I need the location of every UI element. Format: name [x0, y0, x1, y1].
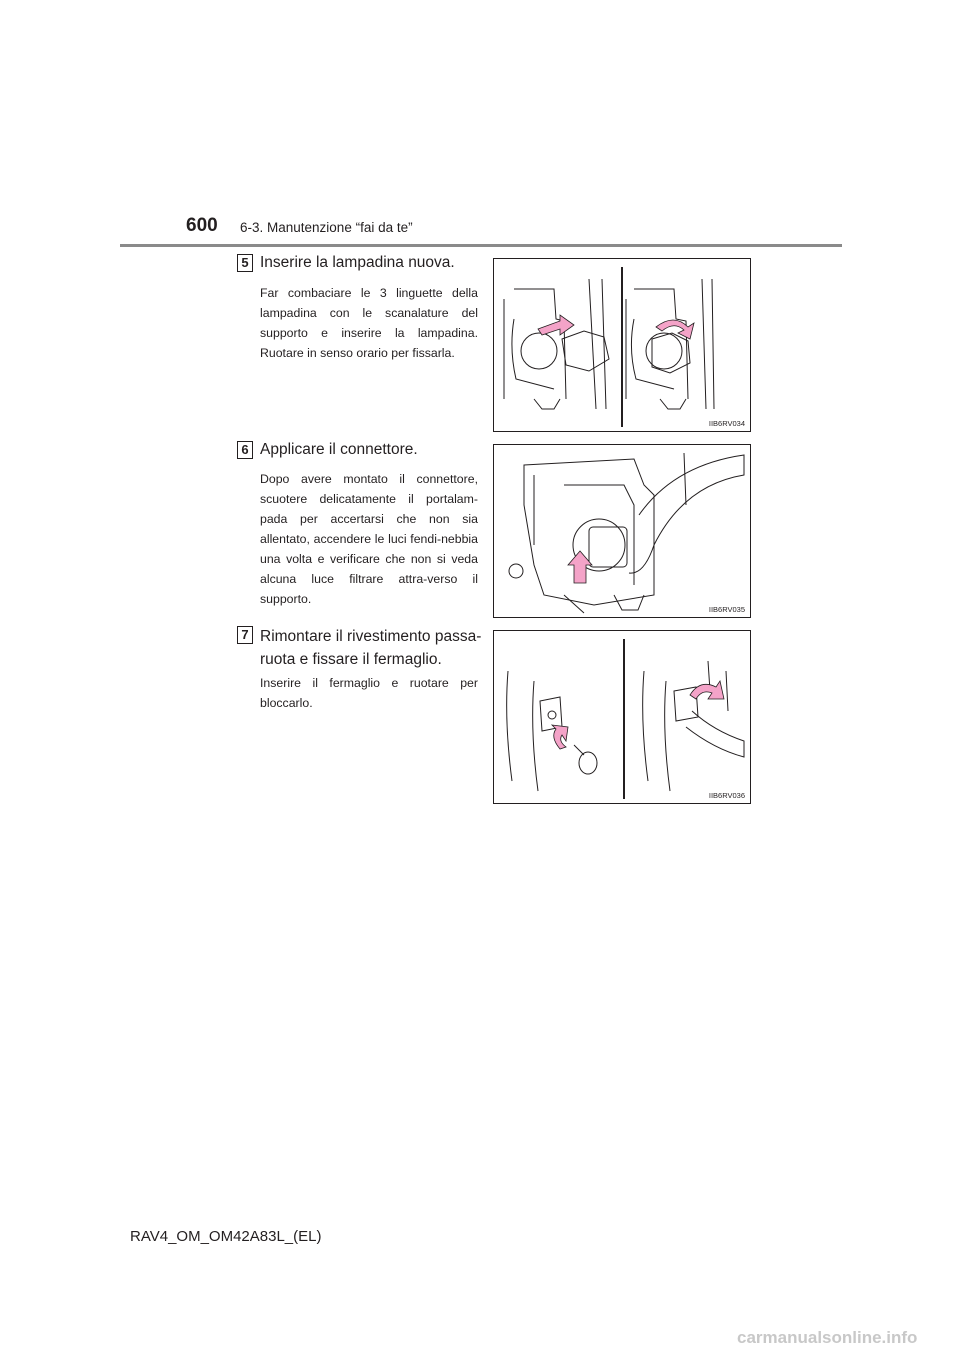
- figure-code: IIB6RV036: [708, 791, 745, 800]
- rotate-arrow-icon: [690, 681, 724, 699]
- step-number-6: 6: [237, 441, 253, 459]
- step-number-7: 7: [237, 626, 253, 644]
- figure-code: IIB6RV034: [708, 419, 745, 428]
- step-5-body: Far combaciare le 3 linguette della lampadina con le scanalature del supporto e inserire la lampadina. Ruotare in senso orario per fissarla.: [260, 286, 478, 360]
- clip-illustration: [494, 631, 750, 803]
- section-title: 6-3. Manutenzione “fai da te”: [240, 220, 413, 235]
- step-6-title: Applicare il connettore.: [260, 441, 418, 458]
- figure-clip: [493, 630, 751, 804]
- header-rule: [120, 244, 842, 247]
- push-up-arrow-icon: [568, 551, 592, 583]
- step-5-title: Inserire la lampadina nuova.: [260, 254, 455, 271]
- watermark: carmanualsonline.info: [737, 1328, 918, 1347]
- step-number-5: 5: [237, 254, 253, 272]
- figure-bulb-insert: [493, 258, 751, 432]
- figure-code: IIB6RV035: [708, 605, 745, 614]
- bulb-insert-illustration: [494, 259, 750, 431]
- step-7-body: Inserire il fermaglio e ruotare per bloccarlo.: [260, 676, 478, 710]
- manual-code: RAV4_OM_OM42A83L_(EL): [130, 1228, 322, 1245]
- step-6-body: Dopo avere montato il connettore, scuotere delicatamente il portalam-pada per accertarsi che non sia allentato, accendere le luci fendi-nebbia una volta e verificare che non si veda alcuna luce filtrare attra-verso il supporto.: [260, 472, 478, 606]
- figure-connector: [493, 444, 751, 618]
- page-number: 600: [186, 215, 218, 236]
- connector-illustration: [494, 445, 750, 617]
- step-7-title: Rimontare il rivestimento passa-ruota e fissare il fermaglio.: [260, 628, 482, 668]
